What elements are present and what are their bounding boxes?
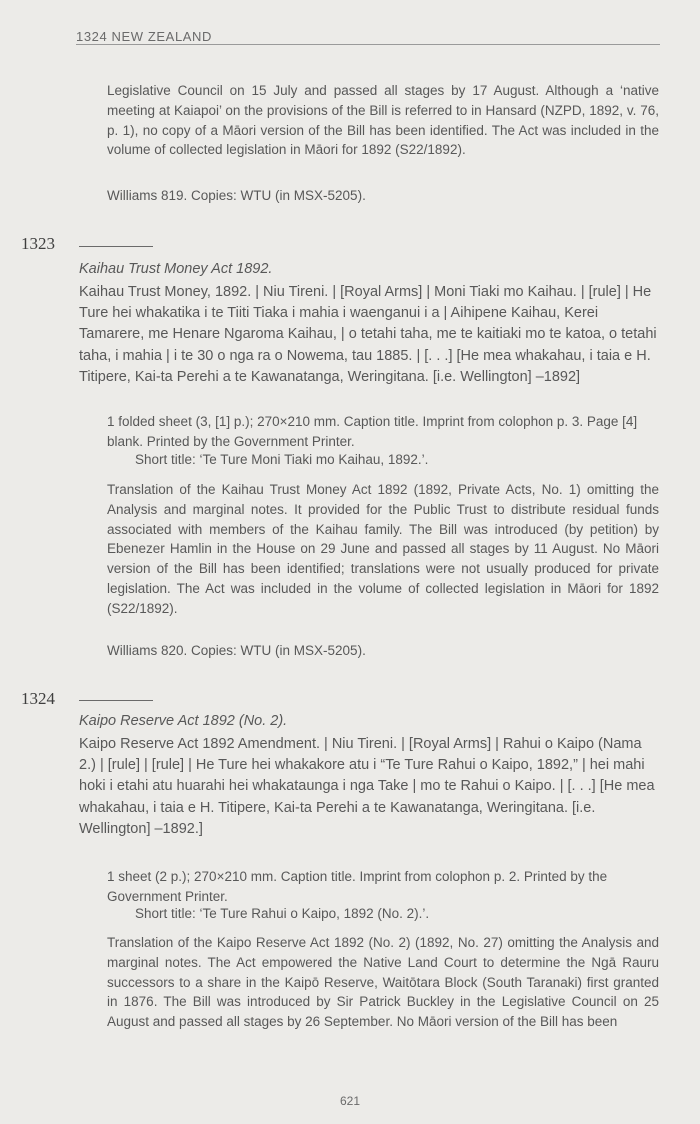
entry-title: Kaipo Reserve Act 1892 (No. 2). [79, 713, 288, 729]
header-rule [76, 44, 660, 45]
entry-holdings: Williams 820. Copies: WTU (in MSX-5205). [107, 643, 366, 658]
entry-physical-description: 1 folded sheet (3, [1] p.); 270×210 mm. Caption title. Imprint from colophon p. 3. Page [4] blank. Printed by the Government Printer. [107, 414, 638, 449]
entry-number: 1323 [21, 234, 55, 253]
entry-short-title: Short title: ‘Te Ture Moni Tiaki mo Kaihau, 1892.’. [135, 452, 429, 467]
running-head: 1324 NEW ZEALAND [76, 29, 213, 44]
entry-dash [79, 246, 153, 247]
entry-short-title: Short title: ‘Te Ture Rahui o Kaipo, 1892 (No. 2).’. [135, 906, 430, 921]
entry-transcription: Kaipo Reserve Act 1892 Amendment. | Niu Tireni. | [Royal Arms] | Rahui o Kaipo (Nama 2.) | [rule] | [rule] | He Ture hei whakakore atu i “Te Ture Rahui o Kaipo, 1892,” | hei mahi hoki i etahi atu huarahi hei whakataunga i nga Take | mo te Rahui o Kaipo. | [. . .] [He mea whakahau, i taia e H. Titipere, Kai-ta Perehi a te Kawanatanga, Weringitana. [i.e. Wellington] –1892.] [79, 736, 655, 837]
carryover-holdings: Williams 819. Copies: WTU (in MSX-5205). [107, 188, 366, 203]
entry-transcription: Kaihau Trust Money, 1892. | Niu Tireni. | [Royal Arms] | Moni Tiaki mo Kaihau. | [rule] | He Ture hei whakatika i te Tiiti Tiaka i mahia i waenganui i a | Aihipene Kaihau, Kerei Tamarere, me Henare Ngaroma Kaihau, | o tetahi taha, me te kaitiaki mo te katoa, o tetahi taha, i mahia | i te 30 o nga ra o Nowema, tau 1885. | [. . .] [He mea whakahau, i taia e H. Titipere, Kai-ta Perehi a te Kawanatanga, Weringitana. [i.e. Wellington] –1892] [79, 284, 657, 385]
page-number: 621 [339, 1094, 361, 1108]
entry-dash [79, 700, 153, 701]
entry-physical-description: 1 sheet (2 p.); 270×210 mm. Caption title. Imprint from colophon p. 2. Printed by the Government Printer. [107, 869, 608, 904]
entry-note: Translation of the Kaipo Reserve Act 1892 (No. 2) (1892, No. 27) omitting the Analysis and marginal notes. The Act empowered the Native Land Court to determine the Ngā Rauru successors to a share in the Kaipō Reserve, Waitōtara Block (South Taranaki) first granted in 1876. The Bill was introduced by Sir Patrick Buckley in the Legislative Council on 25 August and passed all stages by 26 September. No Māori version of the Bill has been [107, 935, 659, 1030]
entry-title: Kaihau Trust Money Act 1892. [79, 261, 273, 277]
carryover-note: Legislative Council on 15 July and passed all stages by 17 August. Although a ‘native meeting at Kaiapoi’ on the provisions of the Bill is referred to in Hansard (NZPD, 1892, v. 76, p. 1), no copy of a Māori version of the Bill has been identified. The Act was included in the volume of collected legislation in Māori for 1892 (S22/1892). [107, 83, 659, 158]
entry-note: Translation of the Kaihau Trust Money Act 1892 (1892, Private Acts, No. 1) omitting the Analysis and marginal notes. It provided for the Public Trust to distribute residual funds associated with members of the Kaihau family. The Bill was introduced (by petition) by Ebenezer Hamlin in the House on 29 June and passed all stages by 11 August. No Māori version of the Bill has been identified; translations were not usually produced for private legislation. The Act was included in the volume of collected legislation in Māori for 1892 (S22/1892). [107, 482, 659, 616]
entry-number: 1324 [21, 689, 55, 708]
